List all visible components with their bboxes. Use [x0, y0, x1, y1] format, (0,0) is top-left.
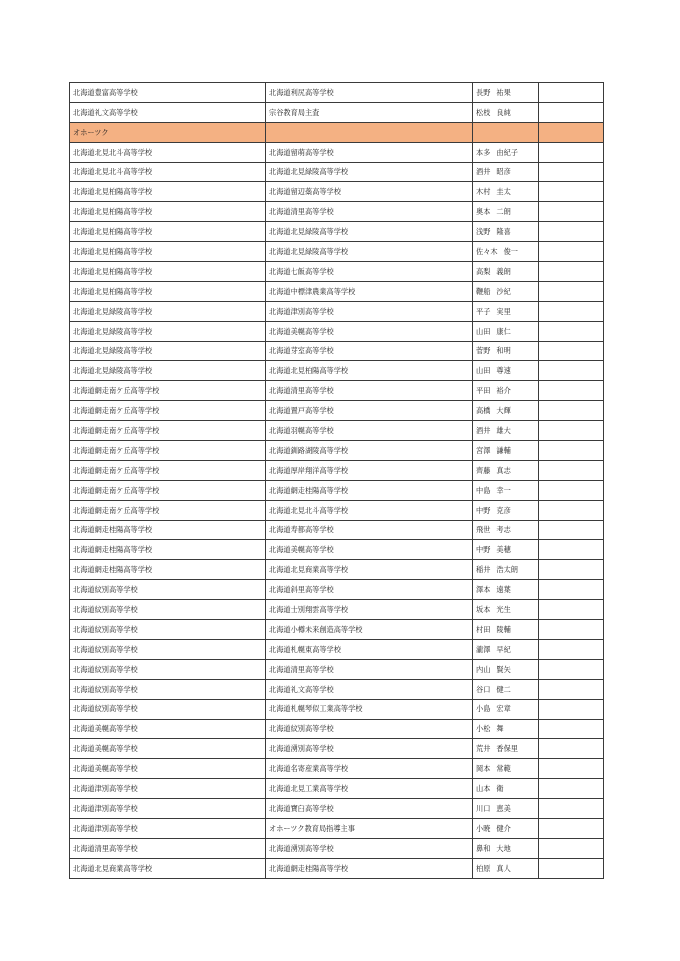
current-school-cell: 北海道紋別高等学校: [70, 699, 266, 719]
new-assignment-cell: 北海道七飯高等学校: [266, 262, 473, 282]
current-school-cell: 北海道網走南ケ丘高等学校: [70, 441, 266, 461]
name-cell: [473, 202, 539, 222]
given-name: 常範: [496, 764, 511, 774]
new-assignment-cell: 北海道利尻高等学校: [266, 83, 473, 103]
given-name: 香保里: [496, 744, 518, 754]
family-name: 本多: [476, 147, 491, 157]
new-assignment-cell: 北海道北見工業高等学校: [266, 779, 473, 799]
current-school-cell: 北海道網走南ケ丘高等学校: [70, 381, 266, 401]
new-assignment-cell: 北海道羽幌高等学校: [266, 421, 473, 441]
current-school-cell: 北海道網走桂陽高等学校: [70, 520, 266, 540]
name-cell: [473, 162, 539, 182]
note-cell: [539, 341, 604, 361]
given-name: 宏章: [496, 704, 511, 714]
given-name: 良純: [496, 107, 511, 117]
name-cell: [473, 659, 539, 679]
family-name: 飛世: [476, 525, 491, 535]
note-cell: [539, 122, 604, 142]
given-name: 浩太朗: [496, 565, 518, 575]
table-row: [70, 560, 604, 580]
given-name: 美穂: [496, 545, 511, 555]
table-row: [70, 818, 604, 838]
note-cell: [539, 102, 604, 122]
current-school-cell: 北海道紋別高等学校: [70, 679, 266, 699]
name-cell: [473, 102, 539, 122]
note-cell: [539, 242, 604, 262]
note-cell: [539, 421, 604, 441]
current-school-cell: 北海道礼文高等学校: [70, 102, 266, 122]
table-row: [70, 301, 604, 321]
new-assignment-cell: 北海道清里高等学校: [266, 202, 473, 222]
table-row: [70, 222, 604, 242]
table-row: [70, 441, 604, 461]
name-cell: [473, 321, 539, 341]
note-cell: [539, 460, 604, 480]
given-name: 健二: [496, 684, 511, 694]
note-cell: [539, 838, 604, 858]
note-cell: [539, 262, 604, 282]
note-cell: [539, 620, 604, 640]
new-assignment-cell: 北海道清里高等学校: [266, 381, 473, 401]
section-header-row: [70, 122, 604, 142]
name-cell: [473, 779, 539, 799]
table-row: [70, 699, 604, 719]
note-cell: [539, 540, 604, 560]
note-cell: [539, 639, 604, 659]
family-name: 鞭船: [476, 286, 491, 296]
name-cell: [473, 401, 539, 421]
current-school-cell: 北海道紋別高等学校: [70, 600, 266, 620]
given-name: 由紀子: [496, 147, 518, 157]
table-row: [70, 500, 604, 520]
given-name: 隆喜: [496, 227, 511, 237]
name-cell: [473, 818, 539, 838]
table-row: [70, 858, 604, 878]
given-name: 昭彦: [496, 167, 511, 177]
name-cell: [473, 83, 539, 103]
new-assignment-cell: 宗谷教育局主査: [266, 102, 473, 122]
table-row: [70, 799, 604, 819]
current-school-cell: 北海道網走南ケ丘高等学校: [70, 421, 266, 441]
new-assignment-cell: 北海道北見緑陵高等学校: [266, 222, 473, 242]
name-cell: [473, 182, 539, 202]
note-cell: [539, 441, 604, 461]
name-cell: [473, 361, 539, 381]
table-row: [70, 262, 604, 282]
new-assignment-cell: 北海道札幌東高等学校: [266, 639, 473, 659]
given-name: 真志: [496, 465, 511, 475]
note-cell: [539, 321, 604, 341]
family-name: 村田: [476, 624, 491, 634]
current-school-cell: 北海道北見緑陵高等学校: [70, 341, 266, 361]
new-assignment-cell: 北海道士別翔雲高等学校: [266, 600, 473, 620]
section-label: オホーツク: [70, 122, 266, 142]
new-assignment-cell: 北海道寿都高等学校: [266, 520, 473, 540]
family-name: 山本: [476, 784, 491, 794]
given-name: 賢矢: [496, 664, 511, 674]
name-cell: [473, 122, 539, 142]
name-cell: [473, 639, 539, 659]
new-assignment-cell: 北海道名寄産業高等学校: [266, 759, 473, 779]
family-name: 中野: [476, 505, 491, 515]
note-cell: [539, 600, 604, 620]
new-assignment-cell: 北海道網走桂陽高等学校: [266, 858, 473, 878]
new-assignment-cell: 北海道北見商業高等学校: [266, 560, 473, 580]
given-name: 舞: [496, 724, 504, 734]
family-name: 澤本: [476, 585, 491, 595]
given-name: 康仁: [496, 326, 511, 336]
note-cell: [539, 500, 604, 520]
current-school-cell: 北海道北見柏陽高等学校: [70, 242, 266, 262]
table-row: [70, 401, 604, 421]
name-cell: [473, 799, 539, 819]
table-row: [70, 102, 604, 122]
table-row: [70, 639, 604, 659]
given-name: 早紀: [496, 644, 511, 654]
family-name: 平子: [476, 306, 491, 316]
table-row: [70, 838, 604, 858]
current-school-cell: 北海道北見柏陽高等学校: [70, 281, 266, 301]
note-cell: [539, 162, 604, 182]
current-school-cell: 北海道紋別高等学校: [70, 580, 266, 600]
family-name: 山田: [476, 366, 491, 376]
name-cell: [473, 600, 539, 620]
note-cell: [539, 759, 604, 779]
current-school-cell: 北海道豊富高等学校: [70, 83, 266, 103]
given-name: 陵輔: [496, 624, 511, 634]
note-cell: [539, 361, 604, 381]
name-cell: [473, 262, 539, 282]
table-row: [70, 242, 604, 262]
name-cell: [473, 838, 539, 858]
new-assignment-cell: 北海道北見北斗高等学校: [266, 500, 473, 520]
new-assignment-cell: オホーツク教育局指導主事: [266, 818, 473, 838]
name-cell: [473, 500, 539, 520]
name-cell: [473, 560, 539, 580]
family-name: 坂本: [476, 605, 491, 614]
name-cell: [473, 341, 539, 361]
table-row: [70, 600, 604, 620]
given-name: 光生: [496, 605, 511, 614]
family-name: 浅野: [476, 227, 491, 237]
given-name: 実里: [496, 306, 511, 316]
current-school-cell: 北海道清里高等学校: [70, 838, 266, 858]
given-name: 恵美: [496, 803, 511, 813]
given-name: 健介: [496, 823, 511, 833]
table-row: [70, 162, 604, 182]
table-row: [70, 540, 604, 560]
family-name: 荒井: [476, 744, 491, 754]
new-assignment-cell: 北海道礼文高等学校: [266, 679, 473, 699]
new-assignment-cell: 北海道湧別高等学校: [266, 739, 473, 759]
current-school-cell: 北海道北見柏陽高等学校: [70, 262, 266, 282]
new-assignment-cell: 北海道芽室高等学校: [266, 341, 473, 361]
new-assignment-cell: 北海道釧路湖陵高等学校: [266, 441, 473, 461]
table-row: [70, 719, 604, 739]
family-name: 鼻和: [476, 843, 491, 853]
transfer-table: [69, 82, 604, 879]
note-cell: [539, 560, 604, 580]
name-cell: [473, 480, 539, 500]
note-cell: [539, 401, 604, 421]
name-cell: [473, 142, 539, 162]
family-name: 小島: [476, 704, 491, 714]
family-name: 高橋: [476, 406, 491, 416]
name-cell: [473, 580, 539, 600]
new-assignment-cell: [266, 122, 473, 142]
note-cell: [539, 580, 604, 600]
table-row: [70, 202, 604, 222]
current-school-cell: 北海道津別高等学校: [70, 779, 266, 799]
family-name: 川口: [476, 803, 491, 813]
current-school-cell: 北海道網走南ケ丘高等学校: [70, 480, 266, 500]
current-school-cell: 北海道北見緑陵高等学校: [70, 321, 266, 341]
name-cell: [473, 759, 539, 779]
given-name: 考志: [496, 525, 511, 535]
given-name: 和明: [496, 346, 511, 356]
note-cell: [539, 520, 604, 540]
table-row: [70, 480, 604, 500]
table-row: [70, 83, 604, 103]
transfer-table-body: [70, 83, 604, 879]
family-name: 中野: [476, 545, 491, 555]
new-assignment-cell: 北海道留辺蘂高等学校: [266, 182, 473, 202]
table-row: [70, 142, 604, 162]
name-cell: [473, 679, 539, 699]
family-name: 奥本: [476, 207, 491, 217]
given-name: 真人: [496, 863, 511, 873]
name-cell: [473, 520, 539, 540]
new-assignment-cell: 北海道札幌琴似工業高等学校: [266, 699, 473, 719]
current-school-cell: 北海道北見北斗高等学校: [70, 162, 266, 182]
family-name: 酒井: [476, 167, 491, 177]
name-cell: [473, 301, 539, 321]
table-row: [70, 421, 604, 441]
table-row: [70, 182, 604, 202]
current-school-cell: 北海道美幌高等学校: [70, 759, 266, 779]
current-school-cell: 北海道網走桂陽高等学校: [70, 560, 266, 580]
given-name: 尊速: [496, 366, 511, 376]
name-cell: [473, 620, 539, 640]
family-name: 松枝: [476, 107, 491, 117]
current-school-cell: 北海道紋別高等学校: [70, 620, 266, 640]
new-assignment-cell: 北海道網走桂陽高等学校: [266, 480, 473, 500]
note-cell: [539, 222, 604, 242]
family-name: 山田: [476, 326, 491, 336]
given-name: 裕介: [496, 386, 511, 396]
name-cell: [473, 460, 539, 480]
given-name: 大地: [496, 843, 511, 853]
given-name: 大輝: [496, 406, 511, 416]
new-assignment-cell: 北海道湧別高等学校: [266, 838, 473, 858]
new-assignment-cell: 北海道置戸高等学校: [266, 401, 473, 421]
table-row: [70, 520, 604, 540]
family-name: 木村: [476, 187, 491, 197]
family-name: 酒井: [476, 425, 491, 435]
table-row: [70, 341, 604, 361]
current-school-cell: 北海道津別高等学校: [70, 799, 266, 819]
note-cell: [539, 182, 604, 202]
new-assignment-cell: 北海道美幌高等学校: [266, 321, 473, 341]
family-name: 中島: [476, 485, 491, 495]
note-cell: [539, 739, 604, 759]
table-row: [70, 321, 604, 341]
current-school-cell: 北海道美幌高等学校: [70, 739, 266, 759]
new-assignment-cell: 北海道北見柏陽高等学校: [266, 361, 473, 381]
note-cell: [539, 381, 604, 401]
current-school-cell: 北海道北見柏陽高等学校: [70, 222, 266, 242]
family-name: 齊藤: [476, 465, 491, 475]
table-row: [70, 759, 604, 779]
current-school-cell: 北海道美幌高等学校: [70, 719, 266, 739]
name-cell: [473, 281, 539, 301]
note-cell: [539, 699, 604, 719]
family-name: 長野: [476, 87, 491, 97]
table-row: [70, 460, 604, 480]
note-cell: [539, 202, 604, 222]
table-row: [70, 739, 604, 759]
current-school-cell: 北海道北見緑陵高等学校: [70, 301, 266, 321]
new-assignment-cell: 北海道津別高等学校: [266, 301, 473, 321]
current-school-cell: 北海道網走桂陽高等学校: [70, 540, 266, 560]
table-row: [70, 281, 604, 301]
name-cell: [473, 699, 539, 719]
current-school-cell: 北海道紋別高等学校: [70, 639, 266, 659]
family-name: 柏原: [476, 863, 491, 873]
given-name: 圭太: [496, 187, 511, 197]
note-cell: [539, 799, 604, 819]
new-assignment-cell: 北海道美幌高等学校: [266, 540, 473, 560]
note-cell: [539, 719, 604, 739]
current-school-cell: 北海道網走南ケ丘高等学校: [70, 401, 266, 421]
note-cell: [539, 659, 604, 679]
note-cell: [539, 858, 604, 878]
new-assignment-cell: 北海道寶臼高等学校: [266, 799, 473, 819]
current-school-cell: 北海道紋別高等学校: [70, 659, 266, 679]
new-assignment-cell: 北海道北見緑陵高等学校: [266, 242, 473, 262]
table-row: [70, 679, 604, 699]
name-cell: [473, 222, 539, 242]
current-school-cell: 北海道網走南ケ丘高等学校: [70, 500, 266, 520]
new-assignment-cell: 北海道小樽未来創造高等学校: [266, 620, 473, 640]
name-cell: [473, 381, 539, 401]
family-name: 佐々木: [476, 246, 498, 256]
table-row: [70, 779, 604, 799]
family-name: 宮澤: [476, 445, 491, 455]
family-name: 平田: [476, 386, 491, 396]
new-assignment-cell: 北海道紋別高等学校: [266, 719, 473, 739]
family-name: 小暁: [476, 823, 491, 833]
note-cell: [539, 480, 604, 500]
new-assignment-cell: 北海道留萌高等学校: [266, 142, 473, 162]
given-name: 衛: [496, 784, 504, 794]
note-cell: [539, 142, 604, 162]
new-assignment-cell: 北海道清里高等学校: [266, 659, 473, 679]
given-name: 沙紀: [496, 286, 511, 296]
family-name: 高梨: [476, 266, 491, 276]
given-name: 幸一: [496, 485, 511, 495]
given-name: 祐果: [496, 87, 511, 97]
name-cell: [473, 719, 539, 739]
current-school-cell: 北海道北見北斗高等学校: [70, 142, 266, 162]
family-name: 菅野: [476, 346, 491, 356]
new-assignment-cell: 北海道斜里高等学校: [266, 580, 473, 600]
family-name: 内山: [476, 664, 491, 674]
table-row: [70, 659, 604, 679]
name-cell: [473, 421, 539, 441]
table-row: [70, 620, 604, 640]
current-school-cell: 北海道北見柏陽高等学校: [70, 182, 266, 202]
name-cell: [473, 739, 539, 759]
note-cell: [539, 779, 604, 799]
family-name: 小松: [476, 724, 491, 734]
given-name: 俊一: [503, 246, 518, 256]
note-cell: [539, 679, 604, 699]
family-name: 稲井: [476, 565, 491, 575]
note-cell: [539, 83, 604, 103]
name-cell: [473, 242, 539, 262]
given-name: 雄大: [496, 425, 511, 435]
given-name: 義朗: [496, 266, 511, 276]
name-cell: [473, 858, 539, 878]
current-school-cell: 北海道津別高等学校: [70, 818, 266, 838]
new-assignment-cell: 北海道厚岸翔洋高等学校: [266, 460, 473, 480]
current-school-cell: 北海道北見緑陵高等学校: [70, 361, 266, 381]
table-row: [70, 580, 604, 600]
given-name: 二朗: [496, 207, 511, 217]
table-row: [70, 381, 604, 401]
note-cell: [539, 818, 604, 838]
given-name: 克彦: [496, 505, 511, 515]
note-cell: [539, 301, 604, 321]
current-school-cell: 北海道網走南ケ丘高等学校: [70, 460, 266, 480]
current-school-cell: 北海道北見柏陽高等学校: [70, 202, 266, 222]
table-row: [70, 361, 604, 381]
new-assignment-cell: 北海道北見緑陵高等学校: [266, 162, 473, 182]
family-name: 瀧澤: [476, 644, 491, 654]
family-name: 岡本: [476, 764, 491, 774]
given-name: 遠葉: [496, 585, 511, 595]
note-cell: [539, 281, 604, 301]
name-cell: [473, 441, 539, 461]
family-name: 谷口: [476, 684, 491, 694]
current-school-cell: 北海道北見商業高等学校: [70, 858, 266, 878]
name-cell: [473, 540, 539, 560]
given-name: 謙輔: [496, 445, 511, 455]
new-assignment-cell: 北海道中標津農業高等学校: [266, 281, 473, 301]
